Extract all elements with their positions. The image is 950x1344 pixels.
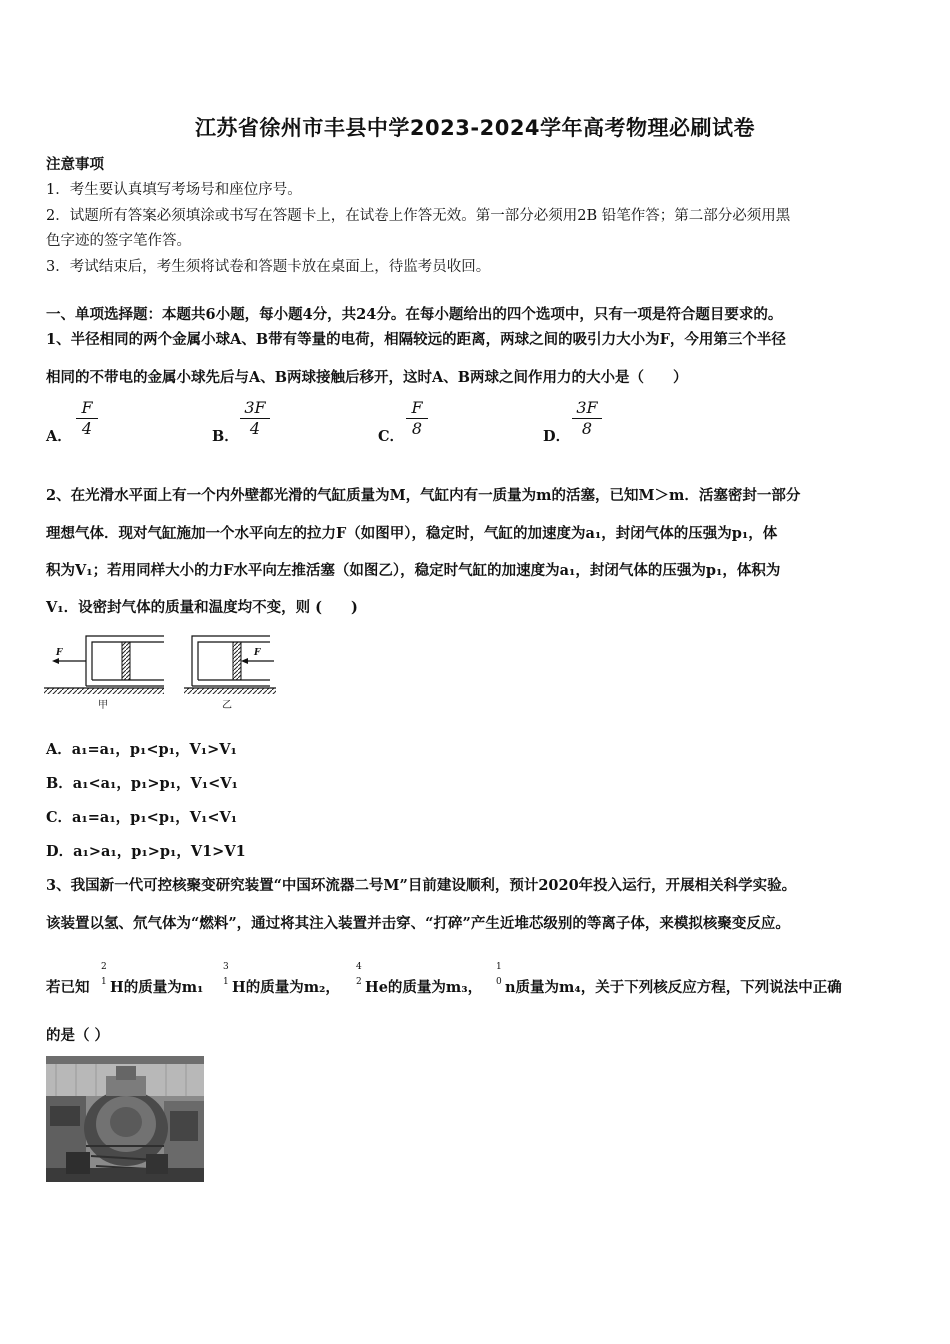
force-label-yi: F [254,648,261,658]
q2-option-a[interactable]: A．a₁=a₁，p₁<p₁，V₁>V₁ [46,741,237,758]
q1-option-c-label[interactable]: C． [378,428,405,445]
notice-item-2: 2．试题所有答案必须填涂或书写在答题卡上，在试卷上作答无效。第一部分必须用2B 铅笔作答；第二部分必须用黑 [46,208,791,224]
q1-text-line1: 1、半径相同的两个金属小球A、B带有等量的电荷，相隔较远的距离，两球之间的吸引力大小为F，今用第三个半径 [46,331,786,348]
q1-text-line2: 相同的不带电的金属小球先后与A、B两球接触后移开，这时A、B两球之间作用力的大小是（ ） [46,369,688,386]
caption-yi: 乙 [222,700,232,711]
q3-text-line3-d: He的质量为m₃， [365,979,483,996]
fraction-denominator: 8 [581,419,593,438]
fraction-numerator: 3F [572,398,602,419]
q2-text-line3: 积为V₁；若用同样大小的力F水平向左推活塞（如图乙），稳定时气缸的加速度为a₁，封闭气体的压强为p₁，体积为 [46,562,781,579]
isotope-4-mass: 1 [496,962,502,972]
notice-item-2-cont: 色字迹的签字笔作答。 [46,233,191,249]
q3-text-line3-b: H的质量为m₁ [110,979,204,996]
isotope-1-charge: 1 [101,977,107,987]
fraction-numerator: F [406,398,428,419]
figure-yi [184,636,276,711]
cylinder-diagram [42,630,282,712]
fraction-denominator: 8 [411,419,423,438]
notice-item-3: 3．考试结束后，考生须将试卷和答题卡放在桌面上，待监考员收回。 [46,259,491,275]
q2-option-b[interactable]: B．a₁<a₁，p₁>p₁，V₁<V₁ [46,775,238,792]
isotope-3-mass: 4 [356,962,362,972]
q2-text-line4: V₁．设密封气体的质量和温度均不变，则 ( ) [46,599,358,616]
isotope-1-mass: 2 [101,962,107,972]
q2-option-c[interactable]: C．a₁=a₁，p₁<p₁，V₁<V₁ [46,809,238,826]
fraction-denominator: 4 [81,419,93,438]
isotope-2-mass: 3 [223,962,229,972]
page-title: 江苏省徐州市丰县中学2023-2024学年高考物理必刷试卷 [194,116,756,140]
q3-text-line4: 的是（ ） [46,1027,110,1044]
q1-option-a-fraction [76,398,98,439]
q2-text-line1: 2、在光滑水平面上有一个内外壁都光滑的气缸质量为M，气缸内有一质量为m的活塞，已知M＞m．活塞密封一部分 [46,487,801,504]
section-heading: 一、单项选择题：本题共6小题，每小题4分，共24分。在每小题给出的四个选项中，只有一项是符合题目要求的。 [46,306,783,323]
q3-text-line1: 3、我国新一代可控核聚变研究装置“中国环流器二号M”目前建设顺利，预计2020年投入运行，开展相关科学实验。 [46,877,797,894]
isotope-3-charge: 2 [356,977,362,987]
caption-jia: 甲 [98,700,108,711]
q2-text-line2: 理想气体．现对气缸施加一个水平向左的拉力F（如图甲），稳定时，气缸的加速度为a₁，封闭气体的压强为p₁，体 [46,525,778,542]
q1-option-b-fraction [240,398,270,439]
fraction-denominator: 4 [249,419,261,438]
notice-item-1: 1．考生要认真填写考场号和座位序号。 [46,182,302,198]
q1-option-a-label[interactable]: A． [46,428,72,445]
fraction-numerator: 3F [240,398,270,419]
notice-heading: 注意事项 [46,156,104,173]
q3-text-line3-c: H的质量为m₂， [232,979,340,996]
q1-option-c-fraction [406,398,428,439]
tokamak-photo [46,1056,204,1182]
isotope-2-charge: 1 [223,977,229,987]
q1-option-d-fraction [572,398,602,439]
q3-text-line2: 该装置以氢、氘气体为“燃料”，通过将其注入装置并击穿、“打碎”产生近堆芯级别的等离子体，来模拟核聚变反应。 [46,915,790,932]
q1-option-d-label[interactable]: D． [543,428,571,445]
force-label-jia: F [56,648,63,658]
q3-text-line3-e: n质量为m₄，关于下列核反应方程，下列说法中正确 [505,979,842,996]
isotope-4-charge: 0 [496,977,502,987]
fraction-numerator: F [76,398,98,419]
q2-option-d[interactable]: D．a₁>a₁，p₁>p₁，V1>V1 [46,843,246,860]
q1-option-b-label[interactable]: B． [212,428,239,445]
q3-text-line3-a: 若已知 [46,979,90,996]
figure-jia [44,636,164,711]
